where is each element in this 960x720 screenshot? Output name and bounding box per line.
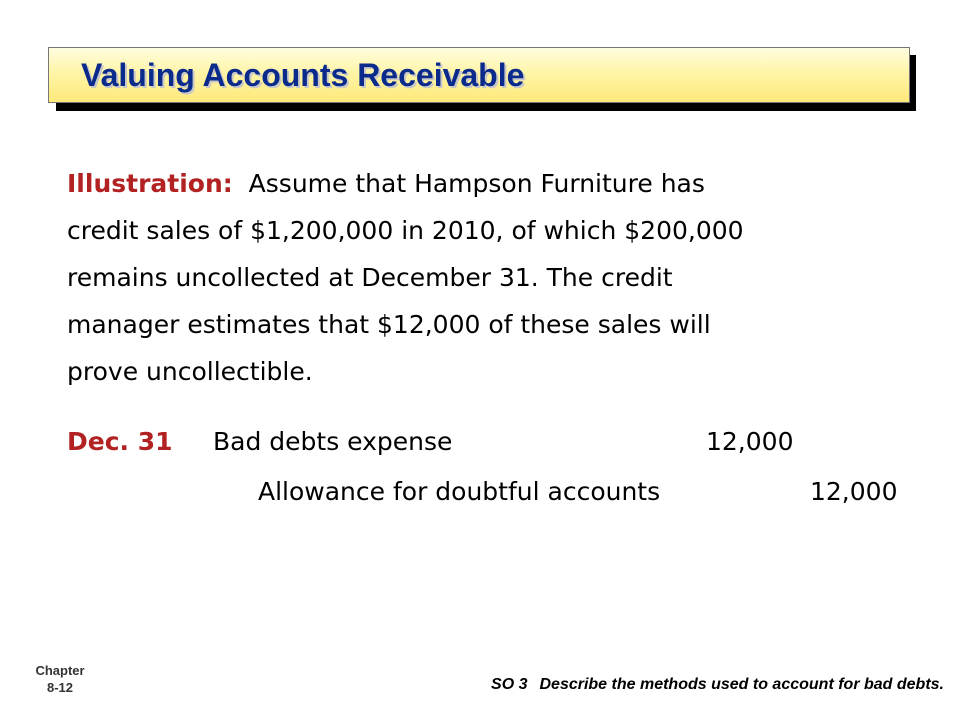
illustration-line-5: prove uncollectible. xyxy=(67,357,313,386)
slide-title: Valuing Accounts Receivable xyxy=(81,57,525,93)
study-objective xyxy=(491,676,944,694)
debit-account: Bad debts expense xyxy=(213,427,453,456)
chapter-label xyxy=(20,662,100,696)
illustration-line-1 xyxy=(67,160,917,207)
chapter-word: Chapter xyxy=(35,663,85,678)
illustration-line-3: remains uncollected at December 31. The credit xyxy=(67,263,673,292)
illustration-label: Illustration: xyxy=(67,169,233,198)
credit-account: Allowance for doubtful accounts xyxy=(258,477,661,506)
chapter-number: 8-12 xyxy=(46,680,74,695)
credit-amount: 12,000 xyxy=(810,477,898,506)
debit-amount: 12,000 xyxy=(706,427,794,456)
study-objective-text: Describe the methods used to account for bad debts. xyxy=(539,676,944,693)
illustration-paragraph xyxy=(67,160,917,395)
study-objective-code: SO 3 xyxy=(491,676,528,693)
title-box xyxy=(48,47,910,103)
illustration-line-2: credit sales of $1,200,000 in 2010, of which $200,000 xyxy=(67,216,744,245)
journal-entry-date: Dec. 31 xyxy=(67,427,173,456)
illustration-line-4: manager estimates that $12,000 of these sales will xyxy=(67,310,711,339)
illustration-text-1: Assume that Hampson Furniture has xyxy=(248,169,705,198)
